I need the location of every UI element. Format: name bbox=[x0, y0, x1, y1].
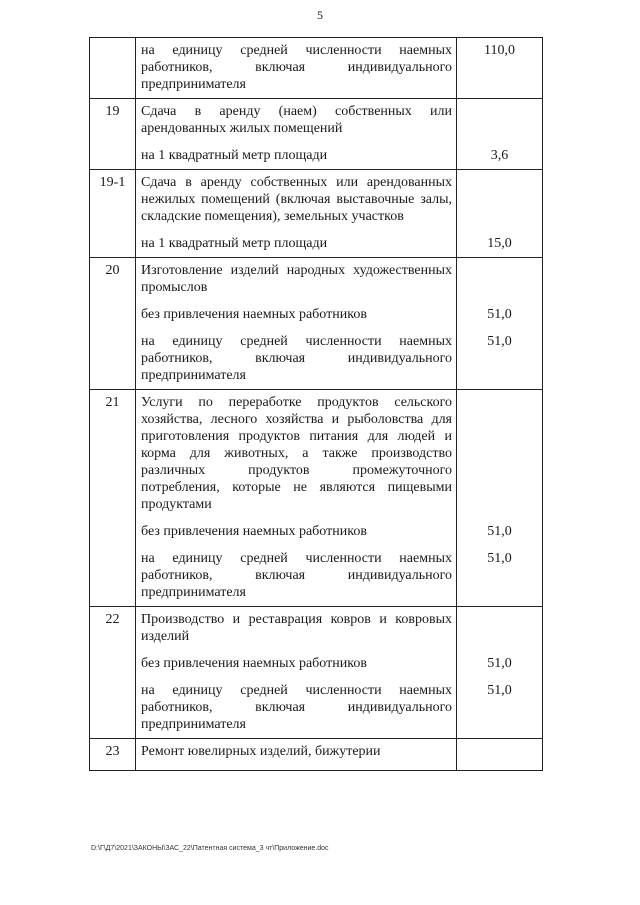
row-value-cell: 15,0 bbox=[457, 235, 543, 258]
row-value-cell: 51,0 bbox=[457, 306, 543, 333]
row-value-cell: 51,0 bbox=[457, 550, 543, 607]
row-value-cell: 3,6 bbox=[457, 147, 543, 170]
row-description-cell: на единицу средней численности наемных работников, включая индивидуального предпринимателя bbox=[136, 682, 457, 739]
row-value-cell bbox=[457, 739, 543, 771]
table-row bbox=[90, 235, 543, 258]
row-number-cell bbox=[90, 682, 136, 739]
table-row bbox=[90, 333, 543, 390]
row-number-cell bbox=[90, 655, 136, 682]
row-value-cell bbox=[457, 99, 543, 148]
row-description-cell: на 1 квадратный метр площади bbox=[136, 235, 457, 258]
row-number-cell bbox=[90, 38, 136, 99]
row-number-cell bbox=[90, 550, 136, 607]
page-number: 5 bbox=[317, 8, 323, 22]
row-number-cell: 19 bbox=[90, 99, 136, 148]
row-description-cell: Ремонт ювелирных изделий, бижутерии bbox=[136, 739, 457, 771]
row-number-cell: 21 bbox=[90, 390, 136, 524]
row-value-cell: 51,0 bbox=[457, 655, 543, 682]
file-path-footer: D:\Г\Д7\2021\ЗАКОНЫ\ЗАС_22\Патентная система_3 чт\Приложение.doc bbox=[91, 845, 329, 852]
table-row bbox=[90, 258, 543, 307]
table-row bbox=[90, 306, 543, 333]
row-description-cell: без привлечения наемных работников bbox=[136, 306, 457, 333]
table-row bbox=[90, 607, 543, 656]
row-number-cell: 22 bbox=[90, 607, 136, 656]
row-value-cell: 51,0 bbox=[457, 333, 543, 390]
table-row bbox=[90, 38, 543, 99]
row-number-cell: 20 bbox=[90, 258, 136, 307]
table-row bbox=[90, 682, 543, 739]
row-number-cell bbox=[90, 306, 136, 333]
row-value-cell bbox=[457, 607, 543, 656]
tariff-table bbox=[89, 37, 543, 771]
row-number-cell bbox=[90, 523, 136, 550]
row-description-cell: без привлечения наемных работников bbox=[136, 523, 457, 550]
table-row bbox=[90, 739, 543, 771]
row-value-cell bbox=[457, 390, 543, 524]
row-description-cell: Сдача в аренду (наем) собственных или арендованных жилых помещений bbox=[136, 99, 457, 148]
row-description-cell: Услуги по переработке продуктов сельского хозяйства, лесного хозяйства и рыболовства для приготовления продуктов питания для людей и корма для животных, а также производство различных продуктов промежуточного потребления, которые не являются пищевыми продуктами bbox=[136, 390, 457, 524]
row-description-cell: на единицу средней численности наемных работников, включая индивидуального предпринимателя bbox=[136, 38, 457, 99]
row-value-cell bbox=[457, 170, 543, 236]
row-value-cell: 51,0 bbox=[457, 682, 543, 739]
table-row bbox=[90, 523, 543, 550]
row-description-cell: на единицу средней численности наемных работников, включая индивидуального предпринимателя bbox=[136, 550, 457, 607]
table-row bbox=[90, 655, 543, 682]
row-value-cell bbox=[457, 258, 543, 307]
row-number-cell: 19-1 bbox=[90, 170, 136, 236]
row-description-cell: Производство и реставрация ковров и ковровых изделий bbox=[136, 607, 457, 656]
row-description-cell: Изготовление изделий народных художественных промыслов bbox=[136, 258, 457, 307]
row-value-cell: 110,0 bbox=[457, 38, 543, 99]
row-description-cell: без привлечения наемных работников bbox=[136, 655, 457, 682]
row-value-cell: 51,0 bbox=[457, 523, 543, 550]
row-number-cell: 23 bbox=[90, 739, 136, 771]
row-number-cell bbox=[90, 235, 136, 258]
table-row bbox=[90, 550, 543, 607]
table-row bbox=[90, 170, 543, 236]
table-row bbox=[90, 390, 543, 524]
table-row bbox=[90, 147, 543, 170]
table-row bbox=[90, 99, 543, 148]
row-description-cell: на единицу средней численности наемных работников, включая индивидуального предпринимателя bbox=[136, 333, 457, 390]
row-description-cell: на 1 квадратный метр площади bbox=[136, 147, 457, 170]
row-description-cell: Сдача в аренду собственных или арендованных нежилых помещений (включая выставочные залы, складские помещения), земельных участков bbox=[136, 170, 457, 236]
row-number-cell bbox=[90, 147, 136, 170]
row-number-cell bbox=[90, 333, 136, 390]
